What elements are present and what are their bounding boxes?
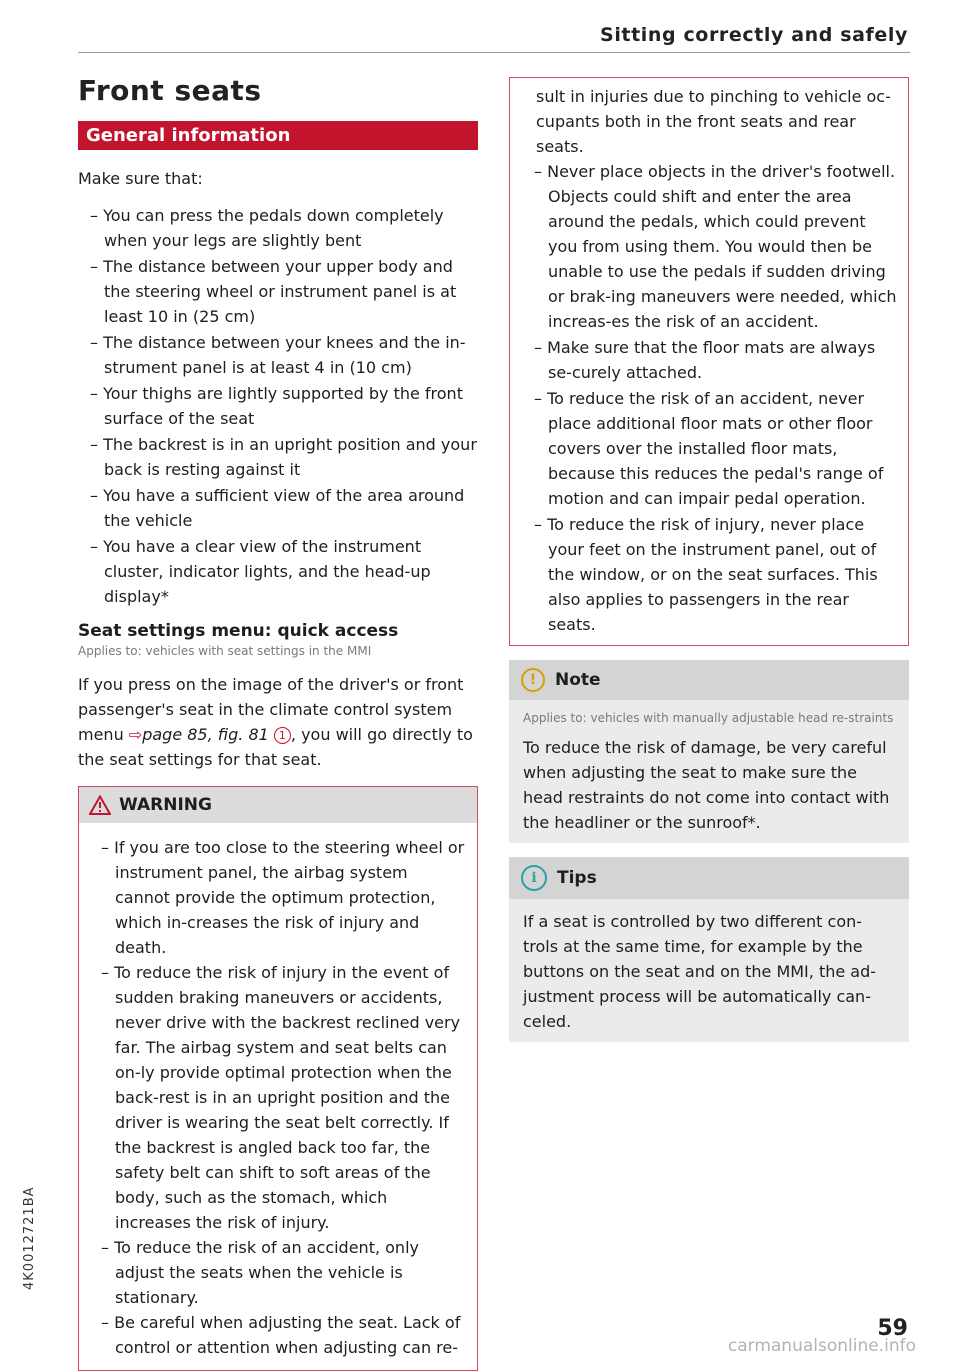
warning-continuation-box <box>509 77 909 646</box>
para-start: If you press on the image of the driver's or front passenger's seat in the climate control system menu <box>78 675 464 744</box>
list-item: – You can press the pedals down completely when your legs are slightly bent <box>78 203 478 253</box>
header-divider <box>78 52 910 53</box>
list-item: – You have a clear view of the instrument cluster, indicator lights, and the head-up display* <box>78 534 478 609</box>
list-item: – To reduce the risk of injury in the event of sudden braking maneuvers or accidents, never drive with the backrest reclined very far. The airbag system and seat belts can on-ly provide optimal protection when the back-rest is in an upright position and the driver is wearing the seat belt correctly. If the backrest is angled back too far, the safety belt can shift to soft areas of the body, such as the stomach, which increases the risk of injury. <box>89 960 467 1235</box>
tips-label: Tips <box>557 868 597 888</box>
warning-box <box>78 786 478 1371</box>
left-column <box>78 70 478 1371</box>
list-item: – The distance between your knees and the in-strument panel is at least 4 in (10 cm) <box>78 330 478 380</box>
watermark: carmanualsonline.info <box>727 1336 916 1356</box>
quick-access-paragraph <box>78 672 478 772</box>
applies-to: Applies to: vehicles with manually adjustable head re-straints <box>523 711 894 725</box>
callout-number: 1 <box>274 727 291 744</box>
warning-body <box>79 823 477 1360</box>
warning-header <box>79 787 477 823</box>
running-header: Sitting correctly and safely <box>600 24 908 46</box>
note-text: To reduce the risk of damage, be very careful when adjusting the seat to make sure the head restraints do not come into contact with the headliner or the sunroof*. <box>523 738 890 832</box>
document-code: 4K0012721BA <box>22 1186 37 1290</box>
applies-to: Applies to: vehicles with seat settings in the MMI <box>78 644 372 658</box>
list-item: – If you are too close to the steering wheel or instrument panel, the airbag system cannot provide the optimum protection, which in-creases the risk of injury and death. <box>89 835 467 960</box>
subheading: Seat settings menu: quick access <box>78 621 399 641</box>
tips-header <box>509 857 909 899</box>
tips-text: If a seat is controlled by two different con-trols at the same time, for example by the buttons on the seat and on the MMI, the ad-justment process will be automatically can-celed. <box>523 912 877 1031</box>
note-box <box>509 660 909 843</box>
page-title: Front seats <box>78 74 262 107</box>
note-label: Note <box>555 670 601 690</box>
section-heading: General information <box>78 121 478 150</box>
exclamation-circle-icon: ! <box>521 668 545 692</box>
list-item: – To reduce the risk of an accident, only adjust the seats when the vehicle is stationary. <box>89 1235 467 1310</box>
warning-continued-text: sult in injuries due to pinching to vehicle oc-cupants both in the front seats and rear seats. <box>536 87 891 156</box>
warning-continued-list <box>522 159 898 637</box>
tips-box <box>509 857 909 1042</box>
info-circle-icon: i <box>521 865 547 891</box>
note-header <box>509 660 909 700</box>
para-end: , you will go directly to the seat settings for that seat. <box>78 725 473 769</box>
list-item: – The backrest is in an upright position and your back is resting against it <box>78 432 478 482</box>
intro-text: Make sure that: <box>78 169 203 188</box>
arrow-icon: ⇨ <box>128 725 143 744</box>
list-item: – Your thighs are lightly supported by the front surface of the seat <box>78 381 478 431</box>
list-item: – Make sure that the floor mats are always se-curely attached. <box>522 335 898 385</box>
warning-list <box>89 835 467 1360</box>
list-item: – You have a sufficient view of the area around the vehicle <box>78 483 478 533</box>
list-item: – To reduce the risk of an accident, never place additional floor mats or other floor covers over the installed floor mats, because this reduces the pedal's range of motion and can impair pedal operation. <box>522 386 898 511</box>
warning-label: WARNING <box>119 795 212 815</box>
page-number: 59 <box>877 1316 908 1341</box>
warning-triangle-icon <box>89 795 111 815</box>
note-body <box>509 700 909 843</box>
right-column <box>509 77 909 1042</box>
list-item: – To reduce the risk of injury, never place your feet on the instrument panel, out of the window, or on the seat surfaces. This also applies to passengers in the rear seats. <box>522 512 898 637</box>
tips-body <box>509 899 909 1042</box>
list-item: – Be careful when adjusting the seat. Lack of control or attention when adjusting can re- <box>89 1310 467 1360</box>
list-item: – The distance between your upper body and the steering wheel or instrument panel is at least 10 in (25 cm) <box>78 254 478 329</box>
list-item: – Never place objects in the driver's footwell. Objects could shift and enter the area around the pedals, which could prevent you from using them. You would then be unable to use the pedals if sudden driving or brak-ing maneuvers were needed, which increas-es the risk of an accident. <box>522 159 898 334</box>
checklist <box>78 203 478 609</box>
page-reference-link[interactable]: page 85, fig. 81 <box>142 725 269 744</box>
